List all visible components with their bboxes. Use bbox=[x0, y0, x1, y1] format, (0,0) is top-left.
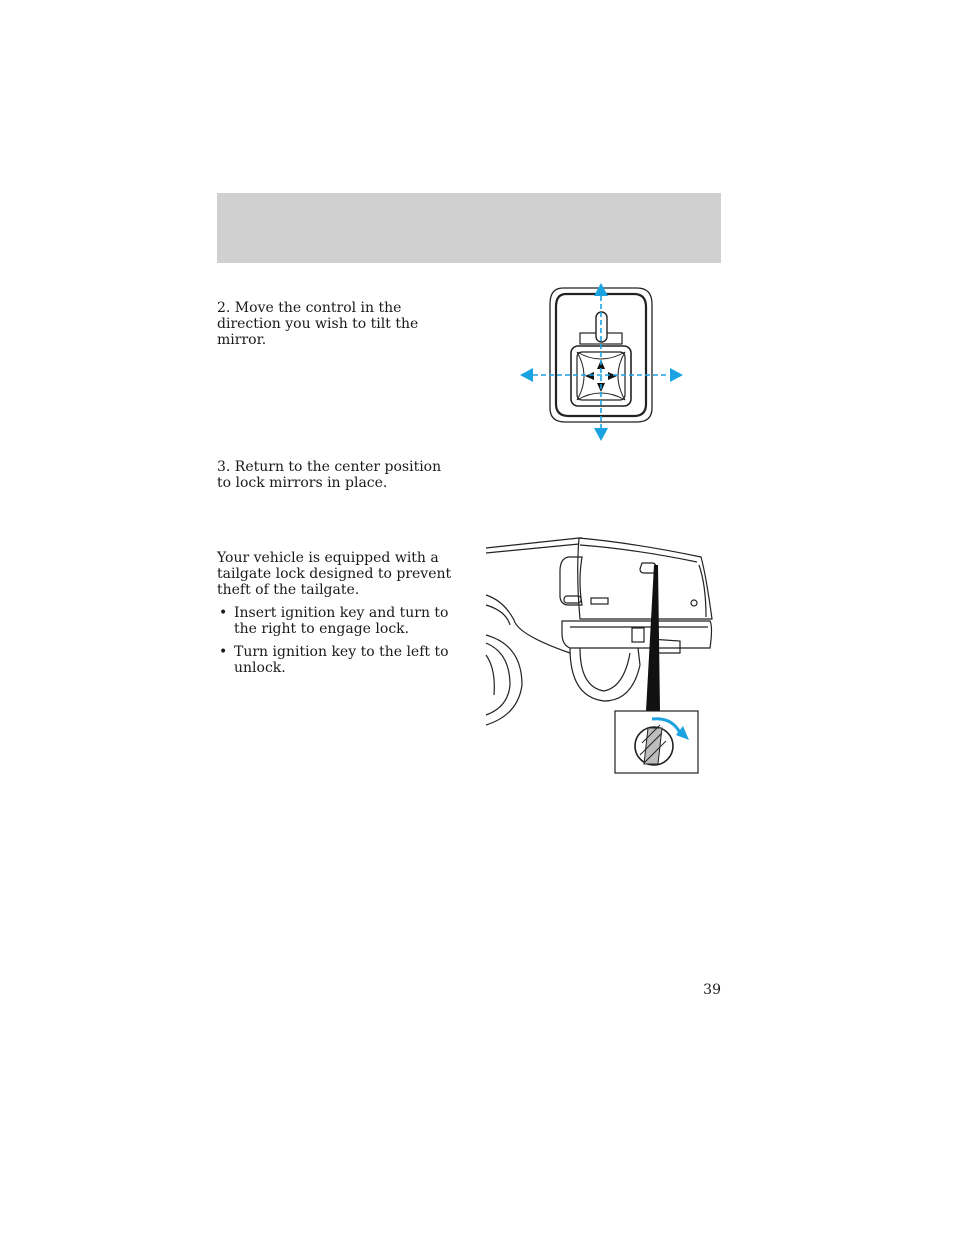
page-number: 39 bbox=[703, 982, 721, 998]
bullet-glyph: • bbox=[219, 644, 228, 660]
list-item bbox=[217, 644, 457, 676]
step-2-text: 2. Move the control in the direction you wish to tilt the mirror. bbox=[217, 300, 419, 348]
bullet-text: Turn ignition key to the left to unlock. bbox=[234, 644, 449, 676]
bullet-glyph: • bbox=[219, 605, 228, 621]
tailgate-intro-text: Your vehicle is equipped with a tailgate lock designed to prevent theft of the tailgate. bbox=[217, 550, 452, 598]
header-band bbox=[217, 193, 721, 263]
mirror-control-icon bbox=[515, 280, 690, 445]
list-item bbox=[217, 605, 457, 637]
tailgate-instructions-list bbox=[217, 605, 457, 683]
step-3-text: 3. Return to the center position to lock mirrors in place. bbox=[217, 459, 442, 491]
tailgate-lock-icon bbox=[484, 535, 716, 777]
bullet-text: Insert ignition key and turn to the right to engage lock. bbox=[234, 605, 449, 637]
